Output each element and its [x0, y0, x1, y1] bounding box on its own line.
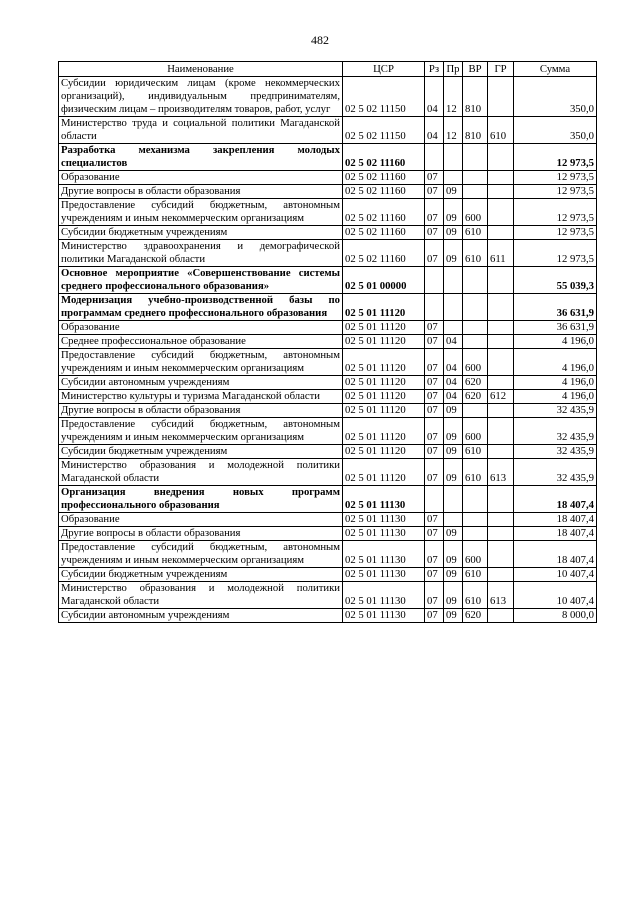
table-row — [59, 117, 597, 144]
row-csr-cell: 02 5 01 11130 — [343, 513, 425, 527]
row-pr-cell: 04 — [444, 376, 463, 390]
row-csr-cell: 02 5 01 11120 — [343, 445, 425, 459]
row-pr-cell — [444, 321, 463, 335]
row-name-cell: Субсидии бюджетным учреждениям — [59, 568, 343, 582]
row-vr-cell: 620 — [463, 609, 488, 623]
row-vr-cell — [463, 404, 488, 418]
header-vr: ВР — [463, 62, 488, 77]
row-vr-cell — [463, 513, 488, 527]
table-row — [59, 418, 597, 445]
row-pr-cell — [444, 513, 463, 527]
row-csr-cell: 02 5 01 00000 — [343, 267, 425, 294]
row-name-cell: Организация внедрения новых программ профессионального образования — [59, 486, 343, 513]
row-gr-cell: 612 — [488, 390, 514, 404]
row-sum-cell: 55 039,3 — [514, 267, 597, 294]
row-pr-cell: 09 — [444, 226, 463, 240]
header-sum: Сумма — [514, 62, 597, 77]
table-row — [59, 513, 597, 527]
row-pr-cell — [444, 171, 463, 185]
row-csr-cell: 02 5 01 11130 — [343, 609, 425, 623]
row-sum-cell: 4 196,0 — [514, 349, 597, 376]
row-pr-cell: 09 — [444, 459, 463, 486]
row-gr-cell — [488, 349, 514, 376]
row-csr-cell: 02 5 01 11130 — [343, 486, 425, 513]
row-vr-cell — [463, 527, 488, 541]
row-vr-cell: 610 — [463, 459, 488, 486]
row-sum-cell: 12 973,5 — [514, 144, 597, 171]
table-row — [59, 349, 597, 376]
row-csr-cell: 02 5 01 11130 — [343, 582, 425, 609]
row-pr-cell: 09 — [444, 582, 463, 609]
row-rz-cell: 07 — [425, 171, 444, 185]
table-body — [59, 77, 597, 623]
row-gr-cell — [488, 185, 514, 199]
row-name-cell: Субсидии автономным учреждениям — [59, 376, 343, 390]
row-rz-cell: 07 — [425, 459, 444, 486]
row-name-cell: Субсидии бюджетным учреждениям — [59, 445, 343, 459]
row-pr-cell — [444, 267, 463, 294]
row-gr-cell — [488, 513, 514, 527]
row-csr-cell: 02 5 02 11150 — [343, 77, 425, 117]
row-vr-cell: 610 — [463, 240, 488, 267]
row-sum-cell: 36 631,9 — [514, 321, 597, 335]
row-csr-cell: 02 5 02 11150 — [343, 117, 425, 144]
row-csr-cell: 02 5 01 11120 — [343, 390, 425, 404]
table-row — [59, 77, 597, 117]
row-name-cell: Основное мероприятие «Совершенствование системы среднего профессионального образования» — [59, 267, 343, 294]
table-row — [59, 486, 597, 513]
row-pr-cell: 09 — [444, 568, 463, 582]
header-rz: Рз — [425, 62, 444, 77]
table-row — [59, 199, 597, 226]
row-sum-cell: 18 407,4 — [514, 527, 597, 541]
table-row — [59, 459, 597, 486]
row-vr-cell — [463, 321, 488, 335]
row-rz-cell: 07 — [425, 541, 444, 568]
table-header-row — [59, 62, 597, 77]
row-csr-cell: 02 5 01 11120 — [343, 404, 425, 418]
row-pr-cell: 04 — [444, 349, 463, 376]
row-csr-cell: 02 5 02 11160 — [343, 240, 425, 267]
row-gr-cell — [488, 144, 514, 171]
row-gr-cell — [488, 568, 514, 582]
row-sum-cell: 18 407,4 — [514, 486, 597, 513]
row-gr-cell — [488, 541, 514, 568]
row-gr-cell: 610 — [488, 117, 514, 144]
row-name-cell: Субсидии автономным учреждениям — [59, 609, 343, 623]
row-gr-cell — [488, 527, 514, 541]
row-gr-cell — [488, 321, 514, 335]
row-name-cell: Предоставление субсидий бюджетным, автономным учреждениям и иным некоммерческим организациям — [59, 541, 343, 568]
row-name-cell: Предоставление субсидий бюджетным, автономным учреждениям и иным некоммерческим организациям — [59, 418, 343, 445]
row-name-cell: Министерство образования и молодежной политики Магаданской области — [59, 582, 343, 609]
table-row — [59, 541, 597, 568]
row-name-cell: Министерство труда и социальной политики Магаданской области — [59, 117, 343, 144]
row-name-cell: Образование — [59, 513, 343, 527]
row-gr-cell — [488, 199, 514, 226]
row-vr-cell: 610 — [463, 445, 488, 459]
row-gr-cell — [488, 418, 514, 445]
row-vr-cell: 610 — [463, 568, 488, 582]
row-rz-cell: 07 — [425, 226, 444, 240]
row-gr-cell — [488, 609, 514, 623]
row-name-cell: Другие вопросы в области образования — [59, 404, 343, 418]
row-sum-cell: 12 973,5 — [514, 240, 597, 267]
table-row — [59, 390, 597, 404]
row-rz-cell: 07 — [425, 418, 444, 445]
row-vr-cell — [463, 294, 488, 321]
row-pr-cell: 04 — [444, 390, 463, 404]
row-pr-cell: 09 — [444, 185, 463, 199]
table-row — [59, 445, 597, 459]
page-number: 482 — [311, 33, 329, 47]
row-vr-cell — [463, 185, 488, 199]
row-name-cell: Среднее профессиональное образование — [59, 335, 343, 349]
row-pr-cell — [444, 144, 463, 171]
table-row — [59, 144, 597, 171]
row-vr-cell: 810 — [463, 117, 488, 144]
row-rz-cell — [425, 294, 444, 321]
row-name-cell: Субсидии бюджетным учреждениям — [59, 226, 343, 240]
table-row — [59, 582, 597, 609]
table-row — [59, 321, 597, 335]
row-rz-cell — [425, 144, 444, 171]
row-vr-cell — [463, 267, 488, 294]
row-rz-cell: 07 — [425, 185, 444, 199]
row-sum-cell: 4 196,0 — [514, 335, 597, 349]
row-rz-cell: 07 — [425, 527, 444, 541]
table-row — [59, 226, 597, 240]
row-name-cell: Образование — [59, 171, 343, 185]
row-vr-cell: 610 — [463, 226, 488, 240]
row-csr-cell: 02 5 01 11130 — [343, 568, 425, 582]
table-row — [59, 404, 597, 418]
header-name: Наименование — [59, 62, 343, 77]
row-vr-cell: 610 — [463, 582, 488, 609]
row-gr-cell — [488, 404, 514, 418]
row-rz-cell: 07 — [425, 513, 444, 527]
row-csr-cell: 02 5 01 11120 — [343, 294, 425, 321]
row-vr-cell: 600 — [463, 199, 488, 226]
row-vr-cell — [463, 144, 488, 171]
table-row — [59, 335, 597, 349]
row-sum-cell: 350,0 — [514, 77, 597, 117]
header-pr: Пр — [444, 62, 463, 77]
row-csr-cell: 02 5 01 11120 — [343, 321, 425, 335]
row-vr-cell: 600 — [463, 349, 488, 376]
row-pr-cell: 09 — [444, 445, 463, 459]
row-pr-cell: 09 — [444, 404, 463, 418]
row-sum-cell: 36 631,9 — [514, 294, 597, 321]
row-vr-cell: 600 — [463, 541, 488, 568]
row-gr-cell — [488, 486, 514, 513]
row-name-cell: Разработка механизма закрепления молодых специалистов — [59, 144, 343, 171]
row-name-cell: Образование — [59, 321, 343, 335]
row-sum-cell: 12 973,5 — [514, 171, 597, 185]
row-sum-cell: 18 407,4 — [514, 541, 597, 568]
row-gr-cell — [488, 335, 514, 349]
row-vr-cell: 620 — [463, 390, 488, 404]
table-row — [59, 376, 597, 390]
row-sum-cell: 32 435,9 — [514, 445, 597, 459]
row-sum-cell: 350,0 — [514, 117, 597, 144]
row-rz-cell: 07 — [425, 568, 444, 582]
row-sum-cell: 32 435,9 — [514, 418, 597, 445]
row-vr-cell: 810 — [463, 77, 488, 117]
row-rz-cell: 07 — [425, 321, 444, 335]
row-gr-cell — [488, 226, 514, 240]
header-csr: ЦСР — [343, 62, 425, 77]
row-sum-cell: 4 196,0 — [514, 390, 597, 404]
row-csr-cell: 02 5 01 11120 — [343, 376, 425, 390]
table-row — [59, 527, 597, 541]
row-name-cell: Модернизация учебно-производственной базы по программам среднего профессионального образования — [59, 294, 343, 321]
row-gr-cell — [488, 445, 514, 459]
row-gr-cell — [488, 171, 514, 185]
row-csr-cell: 02 5 02 11160 — [343, 185, 425, 199]
row-sum-cell: 10 407,4 — [514, 568, 597, 582]
row-rz-cell: 04 — [425, 117, 444, 144]
row-sum-cell: 12 973,5 — [514, 226, 597, 240]
row-rz-cell — [425, 486, 444, 513]
row-rz-cell: 07 — [425, 349, 444, 376]
row-gr-cell: 611 — [488, 240, 514, 267]
row-pr-cell: 12 — [444, 77, 463, 117]
row-rz-cell: 07 — [425, 376, 444, 390]
budget-table — [58, 61, 597, 623]
row-gr-cell — [488, 77, 514, 117]
row-name-cell: Министерство здравоохранения и демографической политики Магаданской области — [59, 240, 343, 267]
row-rz-cell: 07 — [425, 390, 444, 404]
row-vr-cell: 600 — [463, 418, 488, 445]
row-name-cell: Предоставление субсидий бюджетным, автономным учреждениям и иным некоммерческим организациям — [59, 199, 343, 226]
row-name-cell: Другие вопросы в области образования — [59, 185, 343, 199]
row-rz-cell — [425, 267, 444, 294]
row-pr-cell — [444, 486, 463, 513]
row-pr-cell: 09 — [444, 418, 463, 445]
row-rz-cell: 07 — [425, 240, 444, 267]
row-gr-cell: 613 — [488, 582, 514, 609]
row-sum-cell: 32 435,9 — [514, 404, 597, 418]
row-name-cell: Другие вопросы в области образования — [59, 527, 343, 541]
row-sum-cell: 8 000,0 — [514, 609, 597, 623]
row-vr-cell — [463, 335, 488, 349]
row-sum-cell: 4 196,0 — [514, 376, 597, 390]
row-pr-cell: 12 — [444, 117, 463, 144]
row-name-cell: Предоставление субсидий бюджетным, автономным учреждениям и иным некоммерческим организациям — [59, 349, 343, 376]
row-pr-cell: 09 — [444, 609, 463, 623]
row-csr-cell: 02 5 01 11120 — [343, 335, 425, 349]
table-row — [59, 171, 597, 185]
row-sum-cell: 10 407,4 — [514, 582, 597, 609]
row-pr-cell: 09 — [444, 199, 463, 226]
row-sum-cell: 32 435,9 — [514, 459, 597, 486]
row-vr-cell — [463, 171, 488, 185]
row-gr-cell — [488, 267, 514, 294]
row-csr-cell: 02 5 01 11120 — [343, 418, 425, 445]
table-row — [59, 609, 597, 623]
header-gr: ГР — [488, 62, 514, 77]
row-rz-cell: 07 — [425, 199, 444, 226]
row-csr-cell: 02 5 01 11130 — [343, 541, 425, 568]
table-row — [59, 240, 597, 267]
row-rz-cell: 07 — [425, 404, 444, 418]
row-csr-cell: 02 5 02 11160 — [343, 171, 425, 185]
row-pr-cell: 09 — [444, 541, 463, 568]
row-pr-cell: 09 — [444, 240, 463, 267]
table-row — [59, 267, 597, 294]
row-sum-cell: 12 973,5 — [514, 199, 597, 226]
row-pr-cell — [444, 294, 463, 321]
row-rz-cell: 07 — [425, 582, 444, 609]
row-csr-cell: 02 5 01 11130 — [343, 527, 425, 541]
row-vr-cell: 620 — [463, 376, 488, 390]
row-csr-cell: 02 5 01 11120 — [343, 349, 425, 376]
row-sum-cell: 18 407,4 — [514, 513, 597, 527]
row-csr-cell: 02 5 02 11160 — [343, 144, 425, 171]
row-rz-cell: 07 — [425, 609, 444, 623]
row-rz-cell: 04 — [425, 77, 444, 117]
table-row — [59, 568, 597, 582]
row-rz-cell: 07 — [425, 445, 444, 459]
row-pr-cell: 04 — [444, 335, 463, 349]
row-pr-cell: 09 — [444, 527, 463, 541]
row-gr-cell — [488, 376, 514, 390]
row-csr-cell: 02 5 02 11160 — [343, 199, 425, 226]
row-rz-cell: 07 — [425, 335, 444, 349]
row-name-cell: Министерство образования и молодежной политики Магаданской области — [59, 459, 343, 486]
row-gr-cell — [488, 294, 514, 321]
table-row — [59, 294, 597, 321]
row-name-cell: Министерство культуры и туризма Магаданской области — [59, 390, 343, 404]
row-csr-cell: 02 5 01 11120 — [343, 459, 425, 486]
row-csr-cell: 02 5 02 11160 — [343, 226, 425, 240]
row-gr-cell: 613 — [488, 459, 514, 486]
row-name-cell: Субсидии юридическим лицам (кроме некоммерческих организаций), индивидуальным предпринимателям, физическим лицам – производителям товаров, работ, услуг — [59, 77, 343, 117]
table-row — [59, 185, 597, 199]
row-vr-cell — [463, 486, 488, 513]
row-sum-cell: 12 973,5 — [514, 185, 597, 199]
